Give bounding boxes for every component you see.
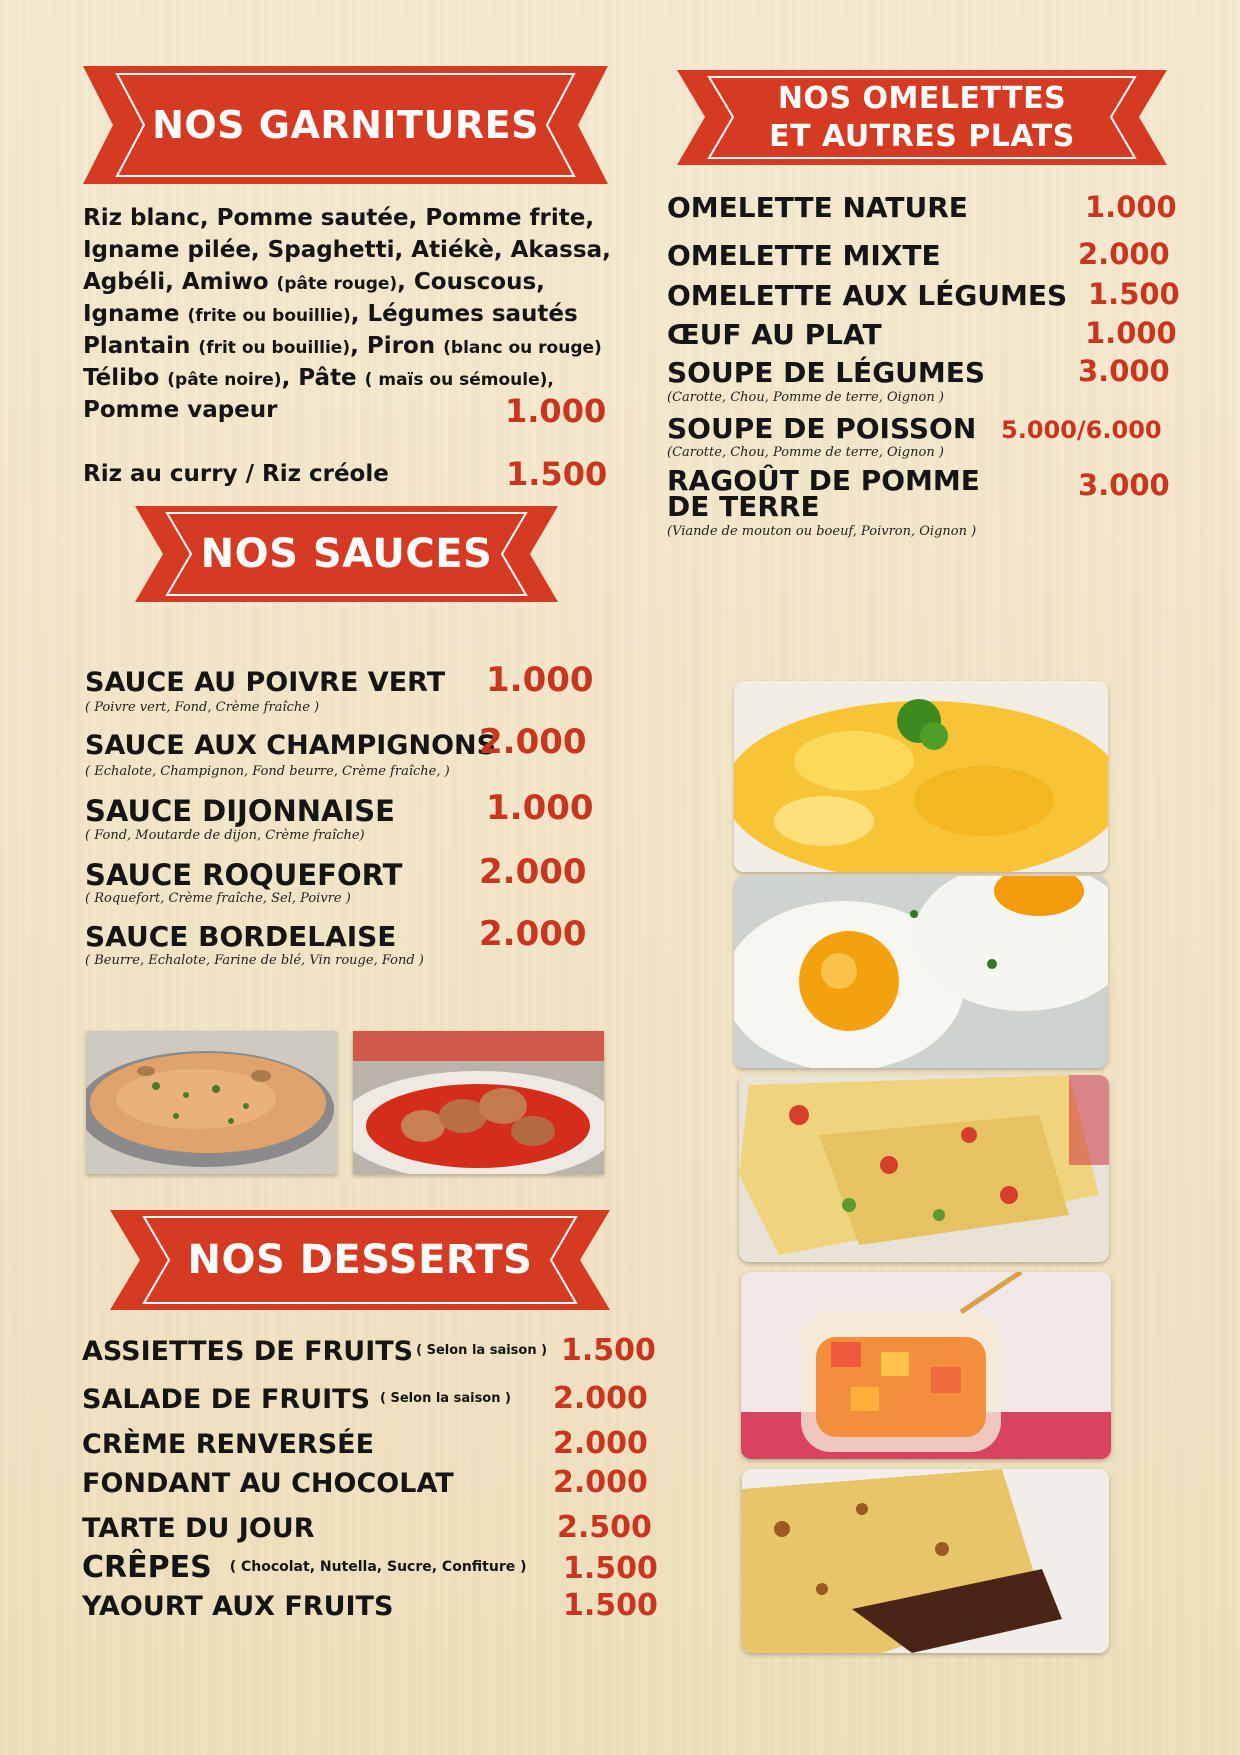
omelette-name: OMELETTE NATURE [667,191,968,224]
garnitures-text: Agbéli, Amiwo [83,269,277,295]
banner-omelettes-line-1: NOS OMELETTES [777,80,1067,116]
garnitures-line-6 [83,365,554,391]
banner-omelettes [677,70,1167,165]
photo-vegetable-omelette [739,1075,1109,1262]
omelette-name: SOUPE DE POISSON [667,412,977,445]
dessert-price: 2.000 [553,1426,648,1461]
dessert-note: ( Chocolat, Nutella, Sucre, Confiture ) [229,1559,527,1575]
photo-crepe-chocolate [742,1469,1109,1653]
sauce-name: SAUCE AU POIVRE VERT [85,667,446,698]
garnitures-line-1: Riz blanc, Pomme sautée, Pomme frite, [83,205,595,231]
garnitures-text: Igname [83,301,188,327]
sauce-ingredients: ( Fond, Moutarde de dijon, Crème fraîche) [85,828,365,843]
garnitures-text: , Piron [350,333,444,359]
sauce-price: 2.000 [479,914,587,954]
garnitures-text: Télibo [83,365,168,391]
dessert-price: 2.000 [553,1465,648,1500]
sauce-ingredients: ( Beurre, Echalote, Farine de blé, Vin rouge, Fond ) [85,953,424,968]
garnitures-text: Plantain [83,333,199,359]
garnitures-extra-name: Riz au curry / Riz créole [83,461,389,487]
garnitures-extra-price: 1.500 [506,455,608,493]
garnitures-text: , Couscous, [397,269,545,295]
garnitures-note: (pâte noire) [167,370,282,390]
garnitures-note: (frite ou bouillie) [187,306,351,326]
sauce-name: SAUCE ROQUEFORT [85,858,403,892]
dessert-price: 2.500 [557,1510,652,1545]
omelette-name-line-1: RAGOÛT DE POMME [667,464,980,497]
omelette-ingredients: (Carotte, Chou, Pomme de terre, Oignon ) [667,445,944,460]
banner-sauces [135,506,558,602]
garnitures-text: , Pâte [281,365,365,391]
sauce-name: SAUCE AUX CHAMPIGNONS [85,730,497,761]
banner-garnitures [83,66,608,184]
sauce-photo-meat-tomato [353,1031,604,1174]
omelette-price: 1.000 [1085,190,1177,224]
garnitures-text: , Légumes sautés [350,301,578,327]
omelette-name: OMELETTE AUX LÉGUMES [667,279,1068,312]
garnitures-note: ( maïs ou sémoule), [364,370,554,390]
omelette-name [667,464,980,523]
sauce-name: SAUCE DIJONNAISE [85,794,395,828]
garnitures-line-4 [83,301,578,327]
banner-omelettes-line-2: ET AUTRES PLATS [769,118,1075,154]
sauce-ingredients: ( Echalote, Champignon, Fond beurre, Crème fraîche, ) [85,764,450,779]
dessert-name: FONDANT AU CHOCOLAT [82,1468,454,1499]
dessert-row [82,1336,547,1367]
dessert-name: YAOURT AUX FRUITS [82,1591,394,1622]
omelette-name: ŒUF AU PLAT [667,318,882,351]
sauce-price: 2.000 [479,722,587,762]
dessert-note: ( Selon la saison ) [380,1391,511,1406]
omelette-ingredients: (Viande de mouton ou boeuf, Poivron, Oignon ) [667,524,977,539]
omelette-price: 1.000 [1085,316,1177,350]
dessert-name: CRÈME RENVERSÉE [82,1429,375,1460]
dessert-name: TARTE DU JOUR [82,1513,315,1544]
omelette-ingredients: (Carotte, Chou, Pomme de terre, Oignon ) [667,390,944,405]
sauce-photo-cream-sauce [86,1031,337,1174]
garnitures-price: 1.000 [505,392,607,430]
garnitures-line-3 [83,269,545,295]
omelette-price: 3.000 [1078,468,1170,502]
omelette-price: 1.500 [1088,277,1180,311]
omelette-price: 2.000 [1078,237,1170,271]
banner-desserts [110,1210,610,1310]
sauce-ingredients: ( Roquefort, Crème fraîche, Sel, Poivre ) [85,891,351,906]
omelette-name-line-2: DE TERRE [667,490,820,523]
photo-scrambled-eggs [734,681,1108,872]
dessert-price: 1.500 [561,1333,656,1368]
dessert-row [82,1384,511,1415]
dessert-name: SALADE DE FRUITS [82,1384,371,1415]
sauce-price: 1.000 [486,788,594,828]
dessert-price: 1.500 [563,1588,658,1623]
photo-fruit-salad [741,1272,1111,1459]
dessert-note: ( Selon la saison ) [416,1343,548,1358]
sauce-ingredients: ( Poivre vert, Fond, Crème fraîche ) [85,700,320,715]
omelette-price: 5.000/6.000 [1001,416,1162,444]
dessert-price: 2.000 [553,1381,648,1416]
sauce-price: 1.000 [486,660,594,700]
garnitures-line-7: Pomme vapeur [83,397,278,423]
omelette-name: OMELETTE MIXTE [667,239,941,272]
garnitures-line-5 [83,333,602,359]
garnitures-note: (blanc ou rouge) [443,338,602,358]
banner-desserts-title: NOS DESSERTS [187,1237,533,1283]
banner-omelettes-title [677,70,1167,165]
sauce-price: 2.000 [479,852,587,892]
photo-fried-eggs [734,876,1108,1068]
omelette-price: 3.000 [1078,354,1170,388]
dessert-name: CRÊPES [82,1550,212,1585]
garnitures-note: (frit ou bouillie) [198,338,351,358]
dessert-name: ASSIETTES DE FRUITS [82,1336,414,1367]
garnitures-line-2: Igname pilée, Spaghetti, Atiékè, Akassa, [83,237,611,263]
sauce-name: SAUCE BORDELAISE [85,920,397,953]
omelette-name: SOUPE DE LÉGUMES [667,356,986,389]
banner-garnitures-title: NOS GARNITURES [152,103,539,147]
dessert-row [82,1550,527,1585]
banner-sauces-title: NOS SAUCES [200,531,493,577]
dessert-price: 1.500 [563,1551,658,1586]
garnitures-note: (pâte rouge) [276,274,398,294]
